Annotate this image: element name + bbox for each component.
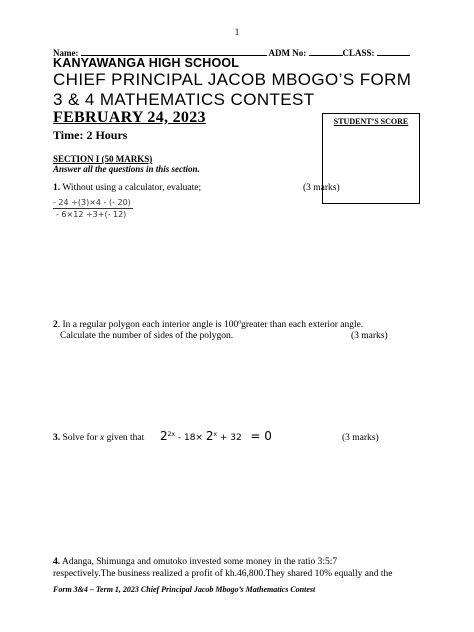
question-1-marks: (3 marks) [303, 183, 340, 193]
question-3-text: Solve for [62, 433, 100, 443]
name-blank [81, 46, 267, 56]
equation-exponent-1: 2x [167, 431, 176, 438]
equation-exponent-2: x [213, 431, 218, 438]
question-2-text-line2: Calculate the number of sides of the polygon. [60, 331, 234, 341]
equation-base-1: 2 [160, 429, 168, 443]
page-footer: Form 3&4 – Term 1, 2023 Chief Principal Jacob Mbogo’s Mathematics Contest [53, 585, 316, 594]
question-2-number: 2 [53, 320, 58, 330]
equation-result: = 0 [250, 429, 272, 443]
question-1 [53, 183, 201, 193]
question-1-expression [53, 198, 133, 219]
equation-middle: - 18× [175, 433, 206, 443]
question-3-number: 3. [53, 433, 61, 443]
equation-base-2: 2 [205, 429, 214, 443]
section-instruction: Answer all the questions in this section. [53, 164, 200, 174]
question-3-equation [160, 429, 272, 443]
question-2-marks: (3 marks) [351, 331, 388, 341]
contest-title-line1: CHIEF PRINCIPAL JACOB MBOGO’S FORM [53, 70, 412, 89]
school-name: KANYAWANGA HIGH SCHOOL [53, 56, 240, 70]
time-allowed: Time: 2 Hours [53, 128, 128, 142]
score-box-label: STUDENT’S SCORE [333, 117, 409, 126]
class-label: CLASS: [342, 48, 375, 58]
question-1-text: Without using a calculator, evaluate; [62, 183, 202, 193]
question-4-number: 4. [53, 557, 61, 567]
question-3-variable: x [99, 433, 105, 443]
question-2-text-line1: . In a regular polygon each interior angle is 100ºgreater than each exterior angle. [57, 320, 364, 330]
contest-title-line2: 3 & 4 MATHEMATICS CONTEST [53, 90, 315, 109]
expression-numerator: - 24 ÷(3)×4 - (- 20) [53, 198, 131, 207]
question-3-text-after: given that [104, 433, 145, 443]
expression-denominator: - 6×12 ÷3+(- 12) [56, 210, 127, 219]
question-4-line1 [53, 557, 337, 567]
class-blank [377, 46, 410, 56]
question-3-marks: (3 marks) [342, 433, 379, 443]
adm-blank [309, 46, 343, 56]
question-4-text-line2: respectively.The business realized a profit of kh.46,800.They shared 10% equally and the [53, 569, 393, 579]
question-3 [53, 433, 144, 443]
question-1-number: 1. [53, 183, 61, 193]
adm-label: ADM No: [268, 48, 307, 58]
question-4-text-line1: Adanga, Shimunga and omutoko invested some money in the ratio 3:5:7 [60, 557, 338, 567]
equation-tail: + 32 [217, 433, 242, 443]
page-number: 1 [234, 27, 240, 37]
exam-date: FEBRUARY 24, 2023 [53, 109, 206, 126]
question-2-line1 [53, 320, 363, 330]
name-label: Name: [53, 48, 79, 58]
section-heading: SECTION I (50 MARKS) [53, 154, 153, 164]
